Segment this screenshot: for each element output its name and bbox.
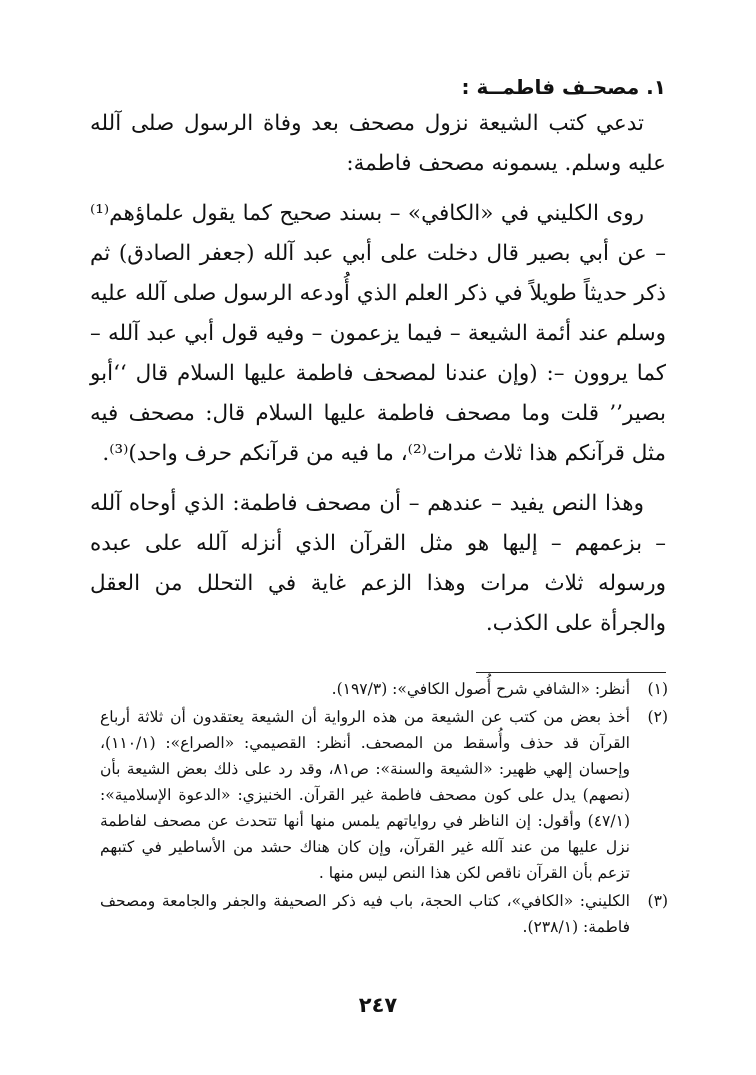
footnote-text: أخذ بعض من كتب عن الشيعة من هذه الرواية أن الشيعة يعتقدون أن ثلاثة أرباع القرآن قد حذف وأُسقط من المصحف. أنظر: القصيمي: «الصراع»: (١١٠/١)، وإحسان إلهي ظهير: «الشيعة والسنة»: ص٨١، وقد رد على ذلك بعض الشيعة بأن (نصهم) يدل على كون مصحف فاطمة غير القرآن. الخنيزي: «الدعوة الإسلامية»: (٤٧/١) وأقول: إن الناظر في رواياتهم يلمس منها أنها تتحدث عن مصحف لفاطمة نزل عليها من عند آلله غير القرآن، وإن كان هناك حشد من الأساطير في كتبهم تزعم بأن القرآن ناقص لكن هذا النص ليس منها . bbox=[100, 708, 631, 882]
paragraph-2: روى الكليني في «الكافي» – بسند صحيح كما يقول علماؤهم⁽¹⁾ – عن أبي بصير قال دخلت على أبي عبد آلله (جعفر الصادق) ثم ذكر حديثاً طويلاً في ذكر العلم الذي أُودعه الرسول صلى آلله عليه وسلم عند أئمة الشيعة – فيما يزعمون – وفيه قول أبي عبد آلله – كما يروون –: (وإن عندنا لمصحف فاطمة عليها السلام قال ‘‘أبو بصير’’ قلت وما مصحف فاطمة عليها السلام قال: مصحف فيه مثل قرآنكم هذا ثلاث مرات⁽²⁾، ما فيه من قرآنكم حرف واحد)⁽³⁾. bbox=[90, 201, 666, 466]
footnote-number: (١) bbox=[647, 680, 668, 698]
footnote-divider bbox=[476, 672, 666, 673]
main-text bbox=[90, 104, 666, 644]
footnote-3 bbox=[100, 888, 668, 940]
footnote-number: (٣) bbox=[647, 892, 668, 910]
footnote-2 bbox=[100, 704, 668, 886]
page-number: ٢٤٧ bbox=[358, 993, 398, 1017]
section-heading: ١. مصحـف فاطمــة : bbox=[461, 75, 666, 99]
paragraph-3: وهذا النص يفيد – عندهم – أن مصحف فاطمة: الذي أوحاه آلله – بزعمهم – إليها هو مثل القرآن الذي أنزله آلله على عبده ورسوله ثلاث مرات وهذا الزعم غاية في التحلل من العقل والجرأة على الكذب. bbox=[90, 491, 666, 636]
footnote-number: (٢) bbox=[647, 708, 668, 726]
footnote-text: الكليني: «الكافي»، كتاب الحجة، باب فيه ذكر الصحيفة والجفر والجامعة ومصحف فاطمة: (٢٣٨/١). bbox=[100, 892, 630, 936]
paragraph-1: تدعي كتب الشيعة نزول مصحف بعد وفاة الرسول صلى آلله عليه وسلم. يسمونه مصحف فاطمة: bbox=[90, 111, 666, 176]
footnotes bbox=[100, 676, 668, 942]
footnote-text: أنظر: «الشافي شرح أُصول الكافي»: (١٩٧/٣). bbox=[331, 680, 630, 698]
footnote-1 bbox=[100, 676, 668, 702]
